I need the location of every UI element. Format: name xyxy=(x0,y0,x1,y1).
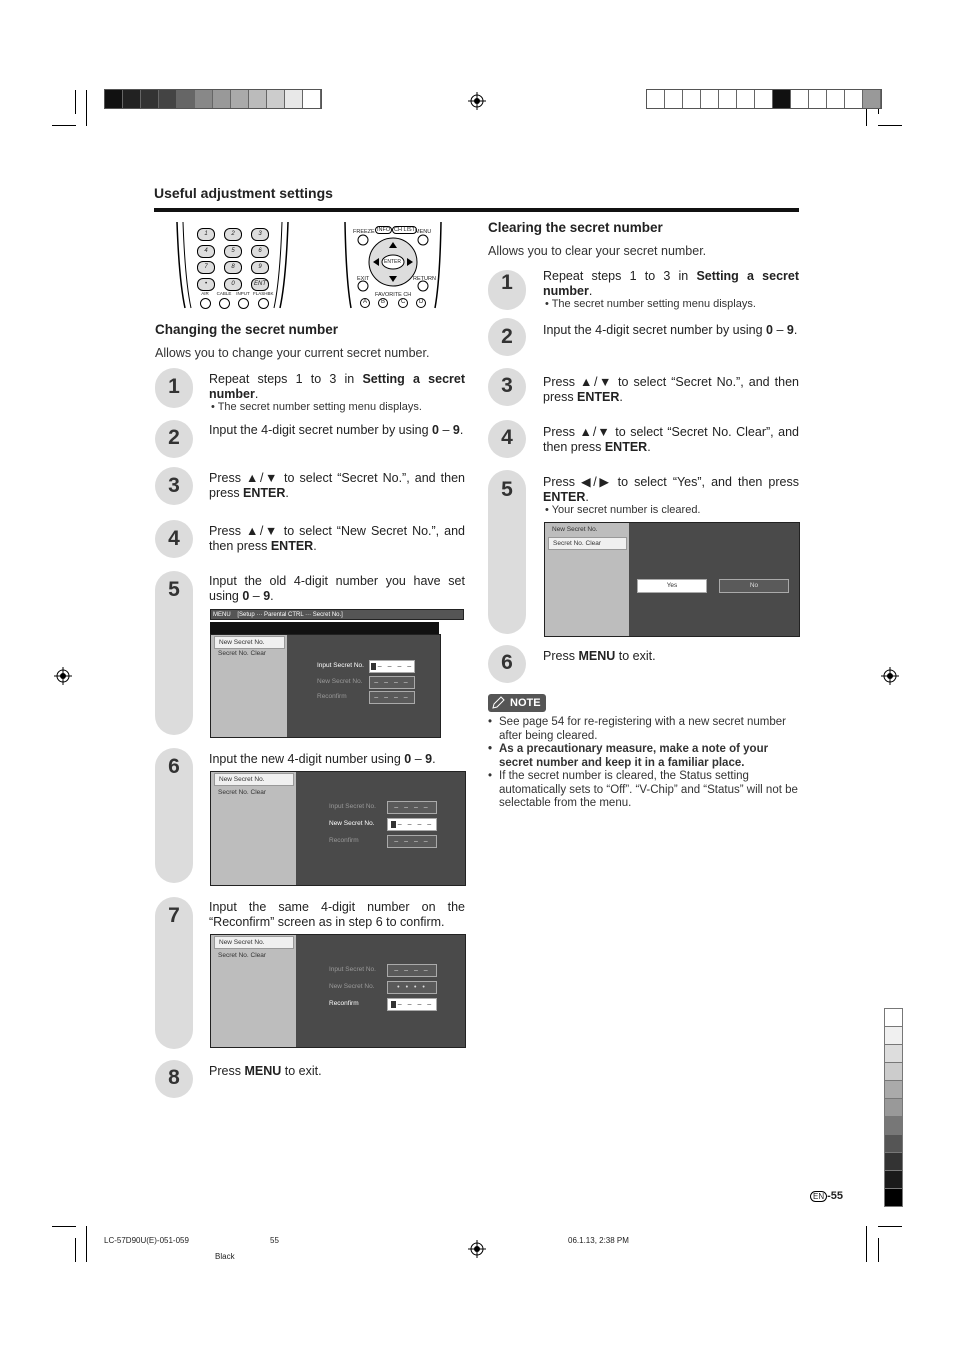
left-step-5-text: Input the old 4-digit number you have set using 0 – 9. xyxy=(209,574,465,603)
footer-color: Black xyxy=(215,1252,235,1261)
right-step-6-text: Press MENU to exit. xyxy=(543,649,656,663)
fav-b-label: B xyxy=(381,299,386,305)
osd-field-new: New Secret No. xyxy=(329,820,375,827)
en-badge: EN xyxy=(810,1191,827,1202)
osd-screen-step7 xyxy=(210,934,466,1048)
exit-label: EXIT xyxy=(357,276,370,282)
remote-button-label: CABLE xyxy=(216,291,232,296)
osd-field-new: New Secret No. xyxy=(329,983,375,990)
section-title: Useful adjustment settings xyxy=(154,185,333,201)
remote-key: 4 xyxy=(197,245,215,258)
osd-field-input: Input Secret No. xyxy=(329,803,376,810)
osd-menu-bar xyxy=(210,609,464,620)
osd-field-reconfirm: Reconfirm xyxy=(317,693,347,700)
osd-yes-button: Yes xyxy=(637,579,707,593)
osd-field-input: Input Secret No. xyxy=(329,966,376,973)
osd-item-secret-clear: Secret No. Clear xyxy=(218,650,267,657)
remote-key: 0 xyxy=(224,278,242,291)
fav-d-label: D xyxy=(419,299,424,305)
remote-key: 3 xyxy=(251,228,269,241)
left-step-2-text: Input the 4-digit secret number by using 0 – 9. xyxy=(209,423,464,437)
remote-key: 7 xyxy=(197,261,215,274)
remote-key: ENT xyxy=(251,278,269,291)
left-step-1-bullet: • The secret number setting menu displays. xyxy=(211,401,422,413)
remote-key: • xyxy=(197,278,215,291)
osd-input-box: – – – – xyxy=(369,660,415,673)
step-number: 6 xyxy=(501,651,513,674)
osd-new-box: • • • • xyxy=(387,981,437,994)
remote-key: 6 xyxy=(251,245,269,258)
registration-mark-icon xyxy=(468,92,486,110)
info-label: INFO xyxy=(377,227,391,233)
step-number: 4 xyxy=(501,426,513,449)
left-step-4-text: Press ▲/▼ to select “New Secret No.”, and then press ENTER. xyxy=(209,524,465,553)
note-badge xyxy=(488,694,546,712)
header-rule xyxy=(154,208,799,212)
step-number: 8 xyxy=(168,1066,180,1089)
right-step-5-text: Press ◀/▶ to select “Yes”, and then press ENTER. xyxy=(543,475,799,504)
return-label: RETURN xyxy=(413,276,436,282)
remote-key: 5 xyxy=(224,245,242,258)
osd-screen-step6 xyxy=(210,771,466,886)
right-step-1-text: Repeat steps 1 to 3 in Setting a secret number. xyxy=(543,269,799,298)
step-number: 6 xyxy=(168,755,180,778)
osd-item-new-secret: New Secret No. xyxy=(214,936,294,949)
remote-key: 8 xyxy=(224,261,242,274)
remote-navigation-illustration xyxy=(343,220,443,310)
osd-field-input: Input Secret No. xyxy=(317,662,364,669)
step-number: 4 xyxy=(168,527,180,550)
remote-key: 2 xyxy=(224,228,242,241)
osd-field-reconfirm: Reconfirm xyxy=(329,1000,359,1007)
step-number: 1 xyxy=(168,375,180,398)
osd-reconfirm-box: – – – – xyxy=(387,998,437,1011)
osd-input-box: – – – – xyxy=(387,801,437,814)
osd-item-new-secret: New Secret No. xyxy=(552,526,598,533)
clearing-secret-number-title: Clearing the secret number xyxy=(488,220,663,235)
osd-new-box: – – – – xyxy=(369,676,415,689)
remote-button-label: FLASHBK xyxy=(253,291,274,296)
footer-date: 06.1.13, 2:38 PM xyxy=(568,1236,629,1245)
left-step-3-text: Press ▲/▼ to select “Secret No.”, and then press ENTER. xyxy=(209,471,465,500)
left-step-7-text: Input the same 4-digit number on the “Reconfirm” screen as in step 6 to confirm. xyxy=(209,900,465,929)
osd-title-strip xyxy=(210,622,439,634)
clearing-secret-number-intro: Allows you to clear your secret number. xyxy=(488,244,707,258)
right-step-2-text: Input the 4-digit secret number by using 0 – 9. xyxy=(543,323,798,337)
step-number: 1 xyxy=(501,271,513,294)
osd-item-new-secret: New Secret No. xyxy=(214,636,285,649)
right-step-1-bullet: • The secret number setting menu displays. xyxy=(545,298,756,310)
osd-field-new: New Secret No. xyxy=(317,678,363,685)
osd-field-reconfirm: Reconfirm xyxy=(329,837,359,844)
grayscale-bar-right xyxy=(646,89,882,109)
osd-item-secret-clear: Secret No. Clear xyxy=(548,537,627,550)
remote-button-label: INPUT xyxy=(236,291,250,296)
note-label: NOTE xyxy=(510,697,541,709)
chlist-label: CH LIST xyxy=(394,227,416,233)
step-number: 2 xyxy=(168,426,180,449)
osd-screen-step5 xyxy=(210,634,441,738)
footer-file: LC-57D90U(E)-051-059 xyxy=(104,1236,189,1245)
step-number: 2 xyxy=(501,325,513,348)
note-item: • If the secret number is cleared, the Status setting automatically sets to “Off”. “V-Chip” and “Status” will not be selectable from the menu. xyxy=(488,770,800,811)
osd-item-new-secret: New Secret No. xyxy=(214,773,294,786)
registration-mark-icon xyxy=(54,667,72,685)
osd-item-secret-clear: Secret No. Clear xyxy=(218,952,267,959)
remote-small-button xyxy=(258,298,269,309)
osd-no-button: No xyxy=(719,579,789,593)
left-step-6-text: Input the new 4-digit number using 0 – 9. xyxy=(209,752,436,766)
osd-reconfirm-box: – – – – xyxy=(369,691,415,704)
left-step-1-text: Repeat steps 1 to 3 in Setting a secret number. xyxy=(209,372,465,401)
remote-small-button xyxy=(238,298,249,309)
osd-screen-clear xyxy=(544,522,800,637)
right-step-3-text: Press ▲/▼ to select “Secret No.”, and then press ENTER. xyxy=(543,375,799,404)
osd-input-box: – – – – xyxy=(387,964,437,977)
step-number: 5 xyxy=(168,578,180,601)
osd-new-box: – – – – xyxy=(387,818,437,831)
right-step-5-bullet: • Your secret number is cleared. xyxy=(545,504,701,516)
fav-a-label: A xyxy=(363,299,368,305)
note-item: • As a precautionary measure, make a note of your secret number and keep it in a familiar place. xyxy=(488,743,800,770)
grayscale-bar-left xyxy=(104,89,322,109)
changing-secret-number-title: Changing the secret number xyxy=(155,322,339,337)
right-step-4-text: Press ▲/▼ to select “Secret No. Clear”, and then press ENTER. xyxy=(543,425,799,454)
remote-small-button xyxy=(219,298,230,309)
fav-c-label: C xyxy=(401,299,406,305)
osd-menu-label: MENU xyxy=(213,612,231,618)
pencil-icon xyxy=(491,696,505,710)
freeze-label: FREEZE xyxy=(353,229,375,235)
remote-button-label: AIR xyxy=(201,291,209,296)
remote-small-button xyxy=(200,298,211,309)
step-number: 7 xyxy=(168,904,180,927)
changing-secret-number-intro: Allows you to change your current secret number. xyxy=(155,346,430,360)
osd-menu-path: [Setup ··· Parental CTRL ··· Secret No.] xyxy=(237,612,343,618)
left-step-8-text: Press MENU to exit. xyxy=(209,1064,322,1078)
step-number: 5 xyxy=(501,478,513,501)
page-number: EN -55 xyxy=(810,1190,843,1202)
note-list xyxy=(488,716,800,811)
osd-reconfirm-box: – – – – xyxy=(387,835,437,848)
remote-key: 1 xyxy=(197,228,215,241)
menu-label: MENU xyxy=(415,229,432,235)
note-item: • See page 54 for re-registering with a new secret number after being cleared. xyxy=(488,716,800,743)
registration-mark-icon xyxy=(468,1240,486,1258)
remote-keypad-illustration xyxy=(175,220,290,310)
remote-key: 9 xyxy=(251,261,269,274)
registration-mark-icon xyxy=(881,667,899,685)
step-number: 3 xyxy=(501,374,513,397)
osd-item-secret-clear: Secret No. Clear xyxy=(218,789,267,796)
enter-label: ENTER xyxy=(384,259,401,265)
footer-file-page: 55 xyxy=(270,1236,279,1245)
favorite-label: FAVORITE CH xyxy=(375,292,412,298)
step-number: 3 xyxy=(168,474,180,497)
